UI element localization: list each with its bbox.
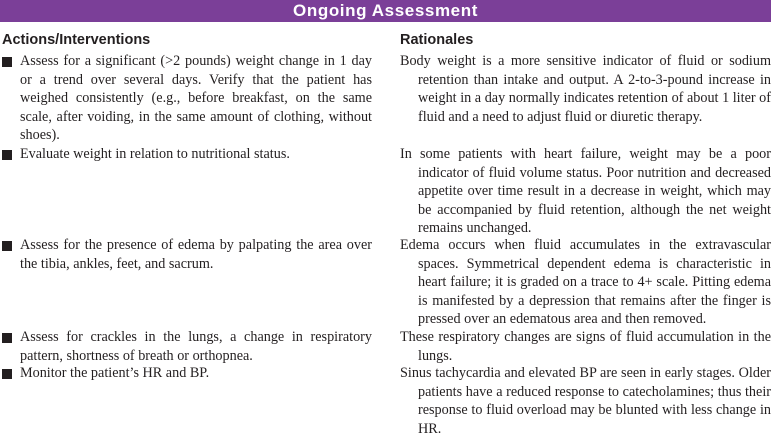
section-banner: Ongoing Assessment: [0, 0, 771, 22]
action-item-edema: Assess for the presence of edema by palpating the area over the tibia, ankles, feet, and sacrum.: [20, 237, 372, 272]
rationale-edema: Edema occurs when fluid accumulates in the extravascular spaces. Symmetrical dependent edema is characteristic in heart failure; it is graded on a trace to 4+ scale. Pitting edema is manifested by a depression that remains after the finger is pressed over an edematous area and then removed.: [400, 237, 771, 327]
rationale-weight-change: Body weight is a more sensitive indicator of fluid or sodium retention than intake and output. A 2-to-3-pound increase in weight in a day normally indicates retention of about 1 liter of fluid and a need to adjust fluid or diuretic therapy.: [400, 53, 771, 125]
action-item-crackles: Assess for crackles in the lungs, a change in respiratory pattern, shortness of breath or orthopnea.: [20, 329, 372, 364]
action-item-hr-bp: Monitor the patient’s HR and BP.: [20, 365, 210, 381]
rationale-nutritional-status: In some patients with heart failure, weight may be a poor indicator of fluid volume status. Poor nutrition and decreased appetite over time result in a decrease in weight, which may be accompanied by fluid retention, although the net weight remains unchanged.: [400, 146, 771, 236]
rationale-crackles: These respiratory changes are signs of fluid accumulation in the lungs.: [400, 329, 771, 364]
action-item-nutritional-status: Evaluate weight in relation to nutritional status.: [20, 146, 290, 162]
action-item-weight-change: Assess for a significant (>2 pounds) weight change in 1 day or a trend over several days. Verify that the patient has weighed consistently (e.g., before breakfast, on the same scale, after voiding, in the same amount of clothing, without shoes).: [20, 53, 372, 143]
rationale-hr-bp: Sinus tachycardia and elevated BP are seen in early stages. Older patients have a reduced response to catecholamines; thus their response to fluid overload may be blunted with less change in HR.: [400, 365, 771, 437]
actions-column-header: Actions/Interventions: [2, 32, 151, 48]
rationales-column-header: Rationales: [400, 32, 474, 48]
